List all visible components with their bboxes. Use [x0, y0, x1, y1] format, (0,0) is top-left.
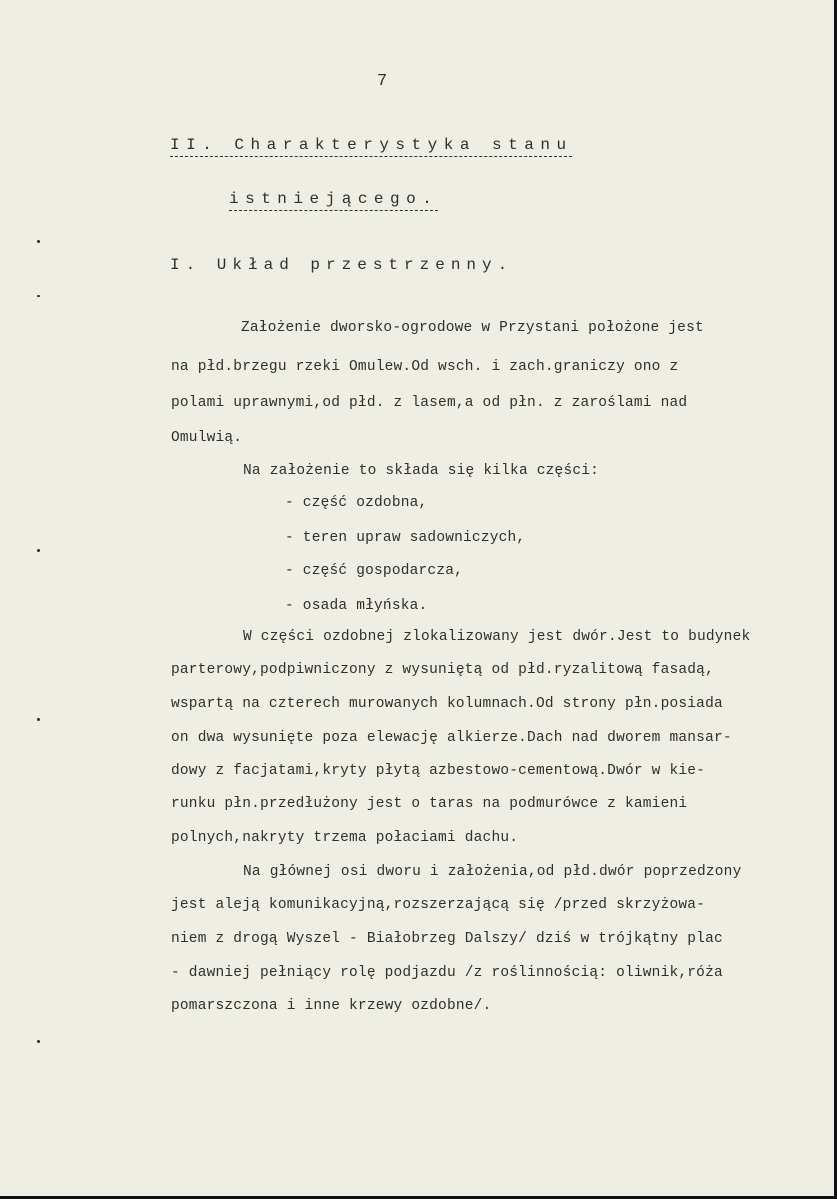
paragraph-line: niem z drogą Wyszel - Białobrzeg Dalszy/ dziś w trójkątny plac — [171, 931, 723, 947]
section-title: I. Układ przestrzenny. — [170, 256, 514, 274]
chapter-heading-line2: istniejącego. — [229, 190, 439, 208]
page-number: 7 — [377, 72, 388, 91]
paragraph-line: - dawniej pełniący rolę podjazdu /z roślinnością: oliwnik,róża — [171, 965, 723, 981]
paragraph-line: on dwa wysunięte poza elewację alkierze.Dach nad dworem mansar- — [171, 730, 732, 746]
paragraph-line: na płd.brzegu rzeki Omulew.Od wsch. i zach.graniczy ono z — [171, 359, 679, 375]
chapter-heading-line1: II. Charakterystyka stanu — [170, 136, 573, 154]
list-item: - część ozdobna, — [285, 495, 428, 511]
paragraph-line: runku płn.przedłużony jest o taras na podmurówce z kamieni — [171, 796, 688, 812]
margin-mark — [37, 295, 40, 297]
paragraph-line: pomarszczona i inne krzewy ozdobne/. — [171, 998, 492, 1014]
paragraph-line: parterowy,podpiwniczony z wysuniętą od płd.ryzalitową fasadą, — [171, 662, 714, 678]
paragraph-line: Założenie dworsko-ogrodowe w Przystani położone jest — [241, 320, 704, 336]
paragraph-line: dowy z facjatami,kryty płytą azbestowo-cementową.Dwór w kie- — [171, 763, 706, 779]
margin-mark — [37, 240, 40, 243]
list-item: - teren upraw sadowniczych, — [285, 530, 526, 546]
paragraph-line: Omulwią. — [171, 430, 243, 446]
paragraph-line: wspartą na czterech murowanych kolumnach.Od strony płn.posiada — [171, 696, 723, 712]
paragraph-line: Na głównej osi dworu i założenia,od płd.dwór poprzedzony — [243, 864, 742, 880]
paragraph-line: polami uprawnymi,od płd. z lasem,a od płn. z zaroślami nad — [171, 395, 688, 411]
paragraph-line: W części ozdobnej zlokalizowany jest dwór.Jest to budynek — [243, 629, 751, 645]
list-item: - część gospodarcza, — [285, 563, 464, 579]
margin-mark — [37, 549, 40, 552]
margin-mark — [37, 718, 40, 721]
paragraph-line: polnych,nakryty trzema połaciami dachu. — [171, 830, 519, 846]
paragraph-line: jest aleją komunikacyjną,rozszerzającą się /przed skrzyżowa- — [171, 897, 706, 913]
list-item: - osada młyńska. — [285, 598, 428, 614]
paragraph-line: Na założenie to składa się kilka części: — [243, 463, 600, 479]
margin-mark — [37, 1040, 40, 1043]
